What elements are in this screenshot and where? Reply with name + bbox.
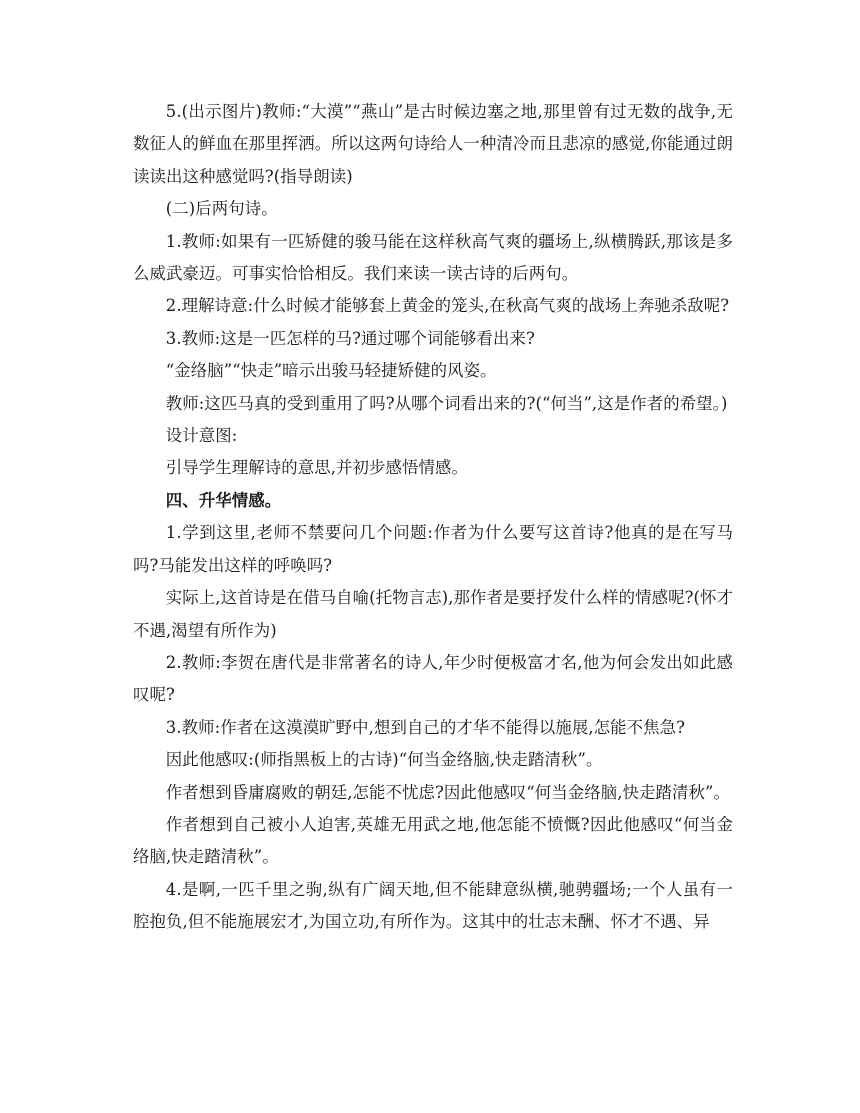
paragraph-sigh-3: 作者想到自己被小人迫害,英雄无用武之地,他怎能不愤慨?因此他感叹“何当金络脑,快走踏清秋”。	[133, 814, 733, 867]
paragraph-metaphor: 实际上,这首诗是在借马自喻(托物言志),那作者是要抒发什么样的情感呢?(怀才不遇,渴望有所作为)	[133, 588, 733, 640]
paragraph-design-intent: 引导学生理解诗的意思,并初步感悟情感。	[165, 458, 468, 478]
paragraph-teacher-wilderness: 3.教师:作者在这漠漠旷野中,想到自己的才华不能得以施展,怎能不焦急?	[165, 717, 685, 737]
paragraph-sigh-2: 作者想到昏庸腐败的朝廷,怎能不忧虑?因此他感叹“何当金络脑,快走踏清秋”。	[165, 782, 730, 802]
document-page	[133, 96, 733, 939]
paragraph-understand-meaning: 2.理解诗意:什么时候才能够套上黄金的笼头,在秋高气爽的战场上奔驰杀敌呢?	[165, 296, 730, 316]
paragraph-design-intent-label: 设计意图:	[165, 426, 238, 446]
paragraph-section-2-heading: (二)后两句诗。	[165, 199, 278, 219]
paragraph-golden-bridle: “金络脑”“快走”暗示出骏马轻捷矫健的风姿。	[165, 361, 497, 381]
paragraph-thousand-li-horse: 4.是啊,一匹千里之驹,纵有广阔天地,但不能肆意纵横,驰骋疆场;一个人虽有一腔抱负,但不能施展宏才,为国立功,有所作为。这其中的壮志未酬、怀才不遇、异	[133, 879, 733, 932]
paragraph-sigh-1: 因此他感叹:(师指黑板上的古诗)“何当金络脑,快走踏清秋”。	[165, 750, 603, 770]
section-heading-4: 四、升华情感。	[165, 490, 282, 510]
paragraph-questions: 1.学到这里,老师不禁要问几个问题:作者为什么要写这首诗?他真的是在写马吗?马能发出这样的呼唤吗?	[133, 523, 733, 575]
paragraph-teacher-1: 1.教师:如果有一匹矫健的骏马能在这样秋高气爽的疆场上,纵横腾跃,那该是多么威武豪迈。可事实恰恰相反。我们来读一读古诗的后两句。	[133, 231, 733, 284]
paragraph-5-show-picture: 5.(出示图片)教师:“大漠”“燕山”是古时候边塞之地,那里曾有过无数的战争,无数征人的鲜血在那里挥洒。所以这两句诗给人一种清冷而且悲凉的感觉,你能通过朗读读出这种感觉吗?(指导朗读)	[133, 102, 733, 186]
paragraph-li-he: 2.教师:李贺在唐代是非常著名的诗人,年少时便极富才名,他为何会发出如此感叹呢?	[133, 652, 733, 705]
paragraph-teacher-question: 教师:这匹马真的受到重用了吗?从哪个词看出来的?(“何当”,这是作者的希望。)	[165, 393, 728, 413]
paragraph-teacher-3: 3.教师:这是一匹怎样的马?通过哪个词能够看出来?	[165, 328, 535, 348]
